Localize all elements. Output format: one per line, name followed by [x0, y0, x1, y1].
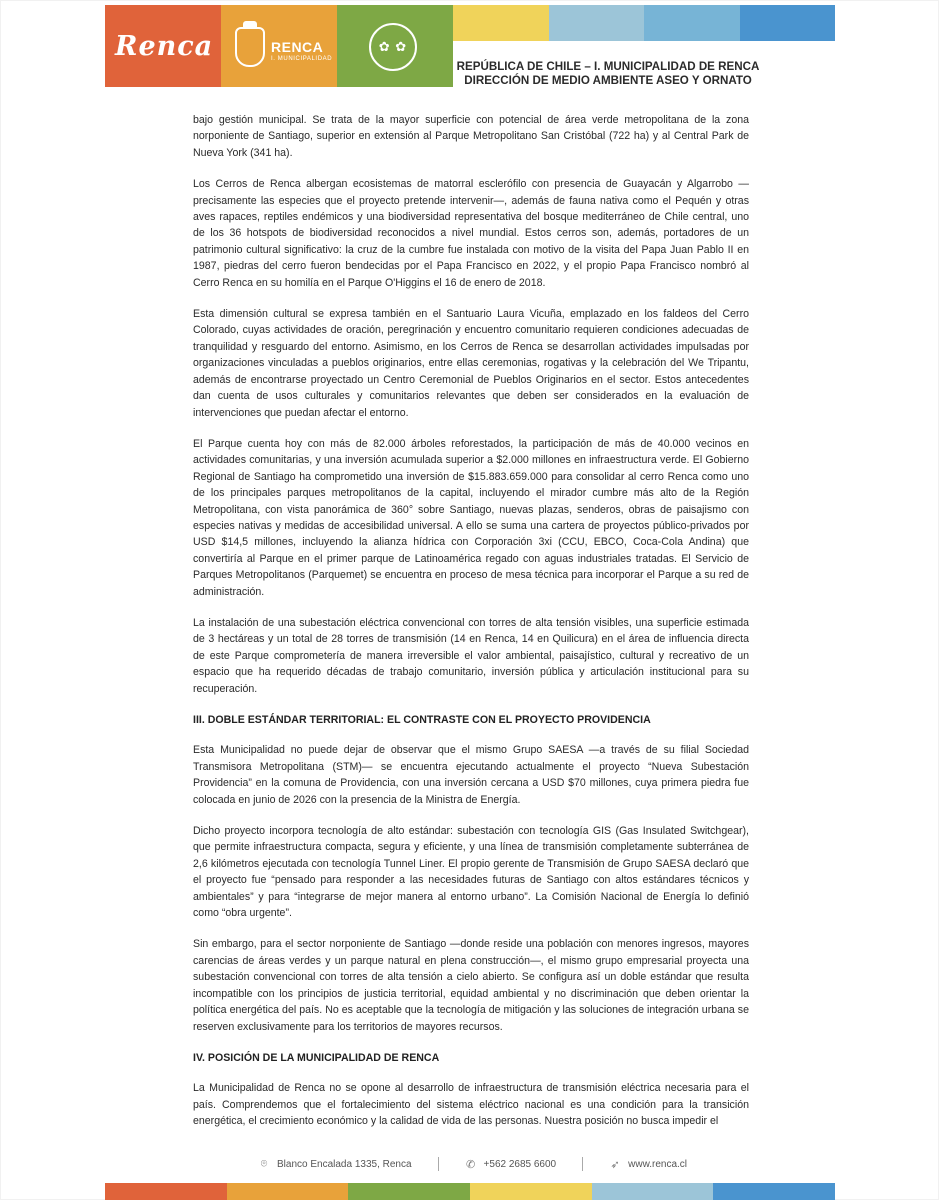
stripe-light-blue	[549, 5, 645, 41]
municipality-name: RENCA	[271, 39, 324, 55]
stripe-blue	[740, 5, 836, 41]
footer-phone-text: +562 2685 6600	[483, 1158, 557, 1170]
stripe-yellow	[453, 5, 549, 41]
footer-address	[258, 1158, 412, 1171]
footer-color-band	[105, 1183, 835, 1200]
footer-web[interactable]	[609, 1158, 687, 1171]
paragraph: Esta Municipalidad no puede dejar de observar que el mismo Grupo SAESA —a través de su filial Sociedad Transmisora Metropolitana (STM)— se encuentra ejecutando actualmente el proyecto “Nueva Subestación Providencia” en la comuna de Providencia, con una inversión cercana a USD $70 millones, cuya primera piedra fue colocada en junio de 2026 con la presencia de la Ministra de Energía.	[193, 744, 749, 806]
coat-of-arms-icon	[235, 27, 265, 67]
renca-logo-block	[105, 5, 221, 87]
letterhead-title-line1: REPÚBLICA DE CHILE – I. MUNICIPALIDAD DE RENCA	[456, 60, 760, 73]
phone-icon: ✆	[465, 1158, 476, 1171]
section-heading-iii: III. DOBLE ESTÁNDAR TERRITORIAL: EL CONTRASTE CON EL PROYECTO PROVIDENCIA	[193, 714, 651, 726]
paragraph: La Municipalidad de Renca no se opone al desarrollo de infraestructura de transmisión eléctrica necesaria para el país. Comprendemos que el fortalecimiento del sistema eléctrico nacional es una condición para la transición energética, el crecimiento económico y la calidad de vida de las personas. Nuestra posición no busca impedir el	[193, 1082, 749, 1128]
footer-address-text: Blanco Encalada 1335, Renca	[277, 1158, 412, 1170]
location-pin-icon: ⌾	[260, 1157, 268, 1170]
stripe-sky-blue	[644, 5, 740, 41]
document-body	[193, 112, 749, 1145]
paragraph: Los Cerros de Renca albergan ecosistemas de matorral esclerófilo con presencia de Guayacán y Algarrobo —precisamente las especies que el proyecto pretende intervenir—, además de fauna nativa como el Pequén y otras aves rapaces, reptiles endémicos y una biodiversidad representativa del bosque mediterráneo de Chile central, uno de los 36 hotspots de biodiversidad reconocidos a nivel mundial. Estos cerros son, además, portadores de un patrimonio cultural significativo: la cruz de la cumbre fue instalada con motivo de la visita del Papa Juan Pablo II en 1987, piedras del cerro fueron bendecidas por el Papa Francisco en 2022, y el propio Papa Francisco nombró al Cerro Renca en su homilía en el Parque O'Higgins el 16 de enero de 2018.	[193, 178, 749, 289]
municipality-subtitle: I. MUNICIPALIDAD	[271, 56, 333, 62]
letterhead-title-line2: DIRECCIÓN DE MEDIO AMBIENTE ASEO Y ORNATO	[464, 74, 752, 87]
band-yellow	[470, 1183, 592, 1200]
color-stripe	[453, 5, 835, 41]
paragraph: Sin embargo, para el sector norponiente de Santiago —donde reside una población con menores ingresos, mayores carencias de áreas verdes y un parque natural en plena construcción—, el mismo grupo empresarial proyecta una subestación convencional con torres de alta tensión a cielo abierto. Se configura así un doble estándar que resulta incompatible con los principios de justicia territorial, equidad ambiental y no discriminación que deben orientar la política energética del país. No es aceptable que la tecnología de mitigación y las soluciones de integración urbana se reserven exclusivamente para los territorios de mayores recursos.	[193, 938, 749, 1033]
band-amber	[227, 1183, 349, 1200]
municipality-logo-block	[221, 5, 337, 87]
paragraph: Dicho proyecto incorpora tecnología de alto estándar: subestación con tecnología GIS (Gas Insulated Switchgear), que permite infraestructura compacta, segura y eficiente, y una línea de transmisión completamente subterránea de 2,6 kilómetros ejecutada con tecnología Tunnel Liner. El propio gerente de Transmisión de Grupo SAESA declaró que el proyecto fue “pensado para responder a las necesidades futuras de Santiago con altos estándares técnicos y ambientales” y para “integrarse de mejor manera al entorno urbano”. La Comisión Nacional de Energía lo definió como “obra urgente”.	[193, 825, 749, 920]
footer-divider	[582, 1157, 583, 1171]
band-light-blue	[592, 1183, 714, 1200]
footer-divider	[438, 1157, 439, 1171]
badge-stars: ✿ ✿	[378, 39, 408, 54]
cursor-click-icon: ➶	[610, 1158, 620, 1171]
paragraph: Esta dimensión cultural se expresa también en el Santuario Laura Vicuña, emplazado en los faldeos del Cerro Colorado, cuyas actividades de oración, peregrinación y encuentro comunitario requieren condiciones adecuadas de tranquilidad y resguardo del entorno. Asimismo, en los Cerros de Renca se desarrollan actividades impulsadas por organizaciones vinculadas a pueblos originarios, entre ellas ceremonias, rogativas y la celebración del We Tripantu, además de encontrarse proyectado un Centro Ceremonial de Pueblos Originarios en el sector. Estos antecedentes dan cuenta de usos culturales y comunitarios relevantes que deben ser considerados en la evaluación de intervenciones que puedan afectar el entorno.	[193, 308, 749, 419]
letterhead	[105, 5, 835, 87]
paragraph: La instalación de una subestación eléctrica convencional con torres de alta tensión visibles, una superficie estimada de 3 hectáreas y un total de 28 torres de transmisión (14 en Renca, 14 en Quilicura) en el área de influencia directa de este Parque comprometería de manera irreversible el valor ambiental, paisajístico, cultural y recreativo de un espacio que ha requerido décadas de trabajo comunitario, inversión pública y articulación institucional para su recuperación.	[193, 616, 749, 695]
footer-phone	[465, 1158, 557, 1171]
environment-badge-icon	[369, 23, 417, 71]
footer-web-link[interactable]: www.renca.cl	[628, 1158, 688, 1170]
letterhead-title	[428, 60, 788, 88]
footer-contact	[258, 1156, 698, 1172]
paragraph: bajo gestión municipal. Se trata de la mayor superficie con potencial de área verde metropolitana de la zona norponiente de Santiago, superior en extensión al Parque Metropolitano San Cristóbal (722 ha) y al Central Park de Nueva York (341 ha).	[193, 114, 749, 159]
paragraph: El Parque cuenta hoy con más de 82.000 árboles reforestados, la participación de más de 40.000 vecinos en actividades comunitarias, y una inversión acumulada superior a $2.000 millones en infraestructura verde. El Gobierno Regional de Santiago ha comprometido una inversión de $15.883.659.000 para consolidar al cerro Renca como uno de los principales parques metropolitanos de la capital, incluyendo el mirador cumbre más alto de la Región Metropolitana, con vista panorámica de 360° sobre Santiago, nuevas plazas, senderos, obras de paisajismo con especies nativas y medidas de accesibilidad universal. A ello se suma una cartera de proyectos público-privados por USD $14,5 millones, incluyendo la alianza hídrica con Corporación 3xi (CCU, EBCO, Coca-Cola Andina) que convertiría al Parque en el primer parque de Latinoamérica regado con aguas industriales tratadas. El Servicio de Parques Metropolitanos (Parquemet) se encuentra en proceso de mesa técnica para incorporar el Parque a su red de administración.	[193, 437, 749, 598]
band-green	[348, 1183, 470, 1200]
section-heading-iv: IV. POSICIÓN DE LA MUNICIPALIDAD DE RENCA	[193, 1051, 440, 1064]
band-blue	[713, 1183, 835, 1200]
renca-logo: Renca	[115, 31, 214, 62]
band-orange	[105, 1183, 227, 1200]
